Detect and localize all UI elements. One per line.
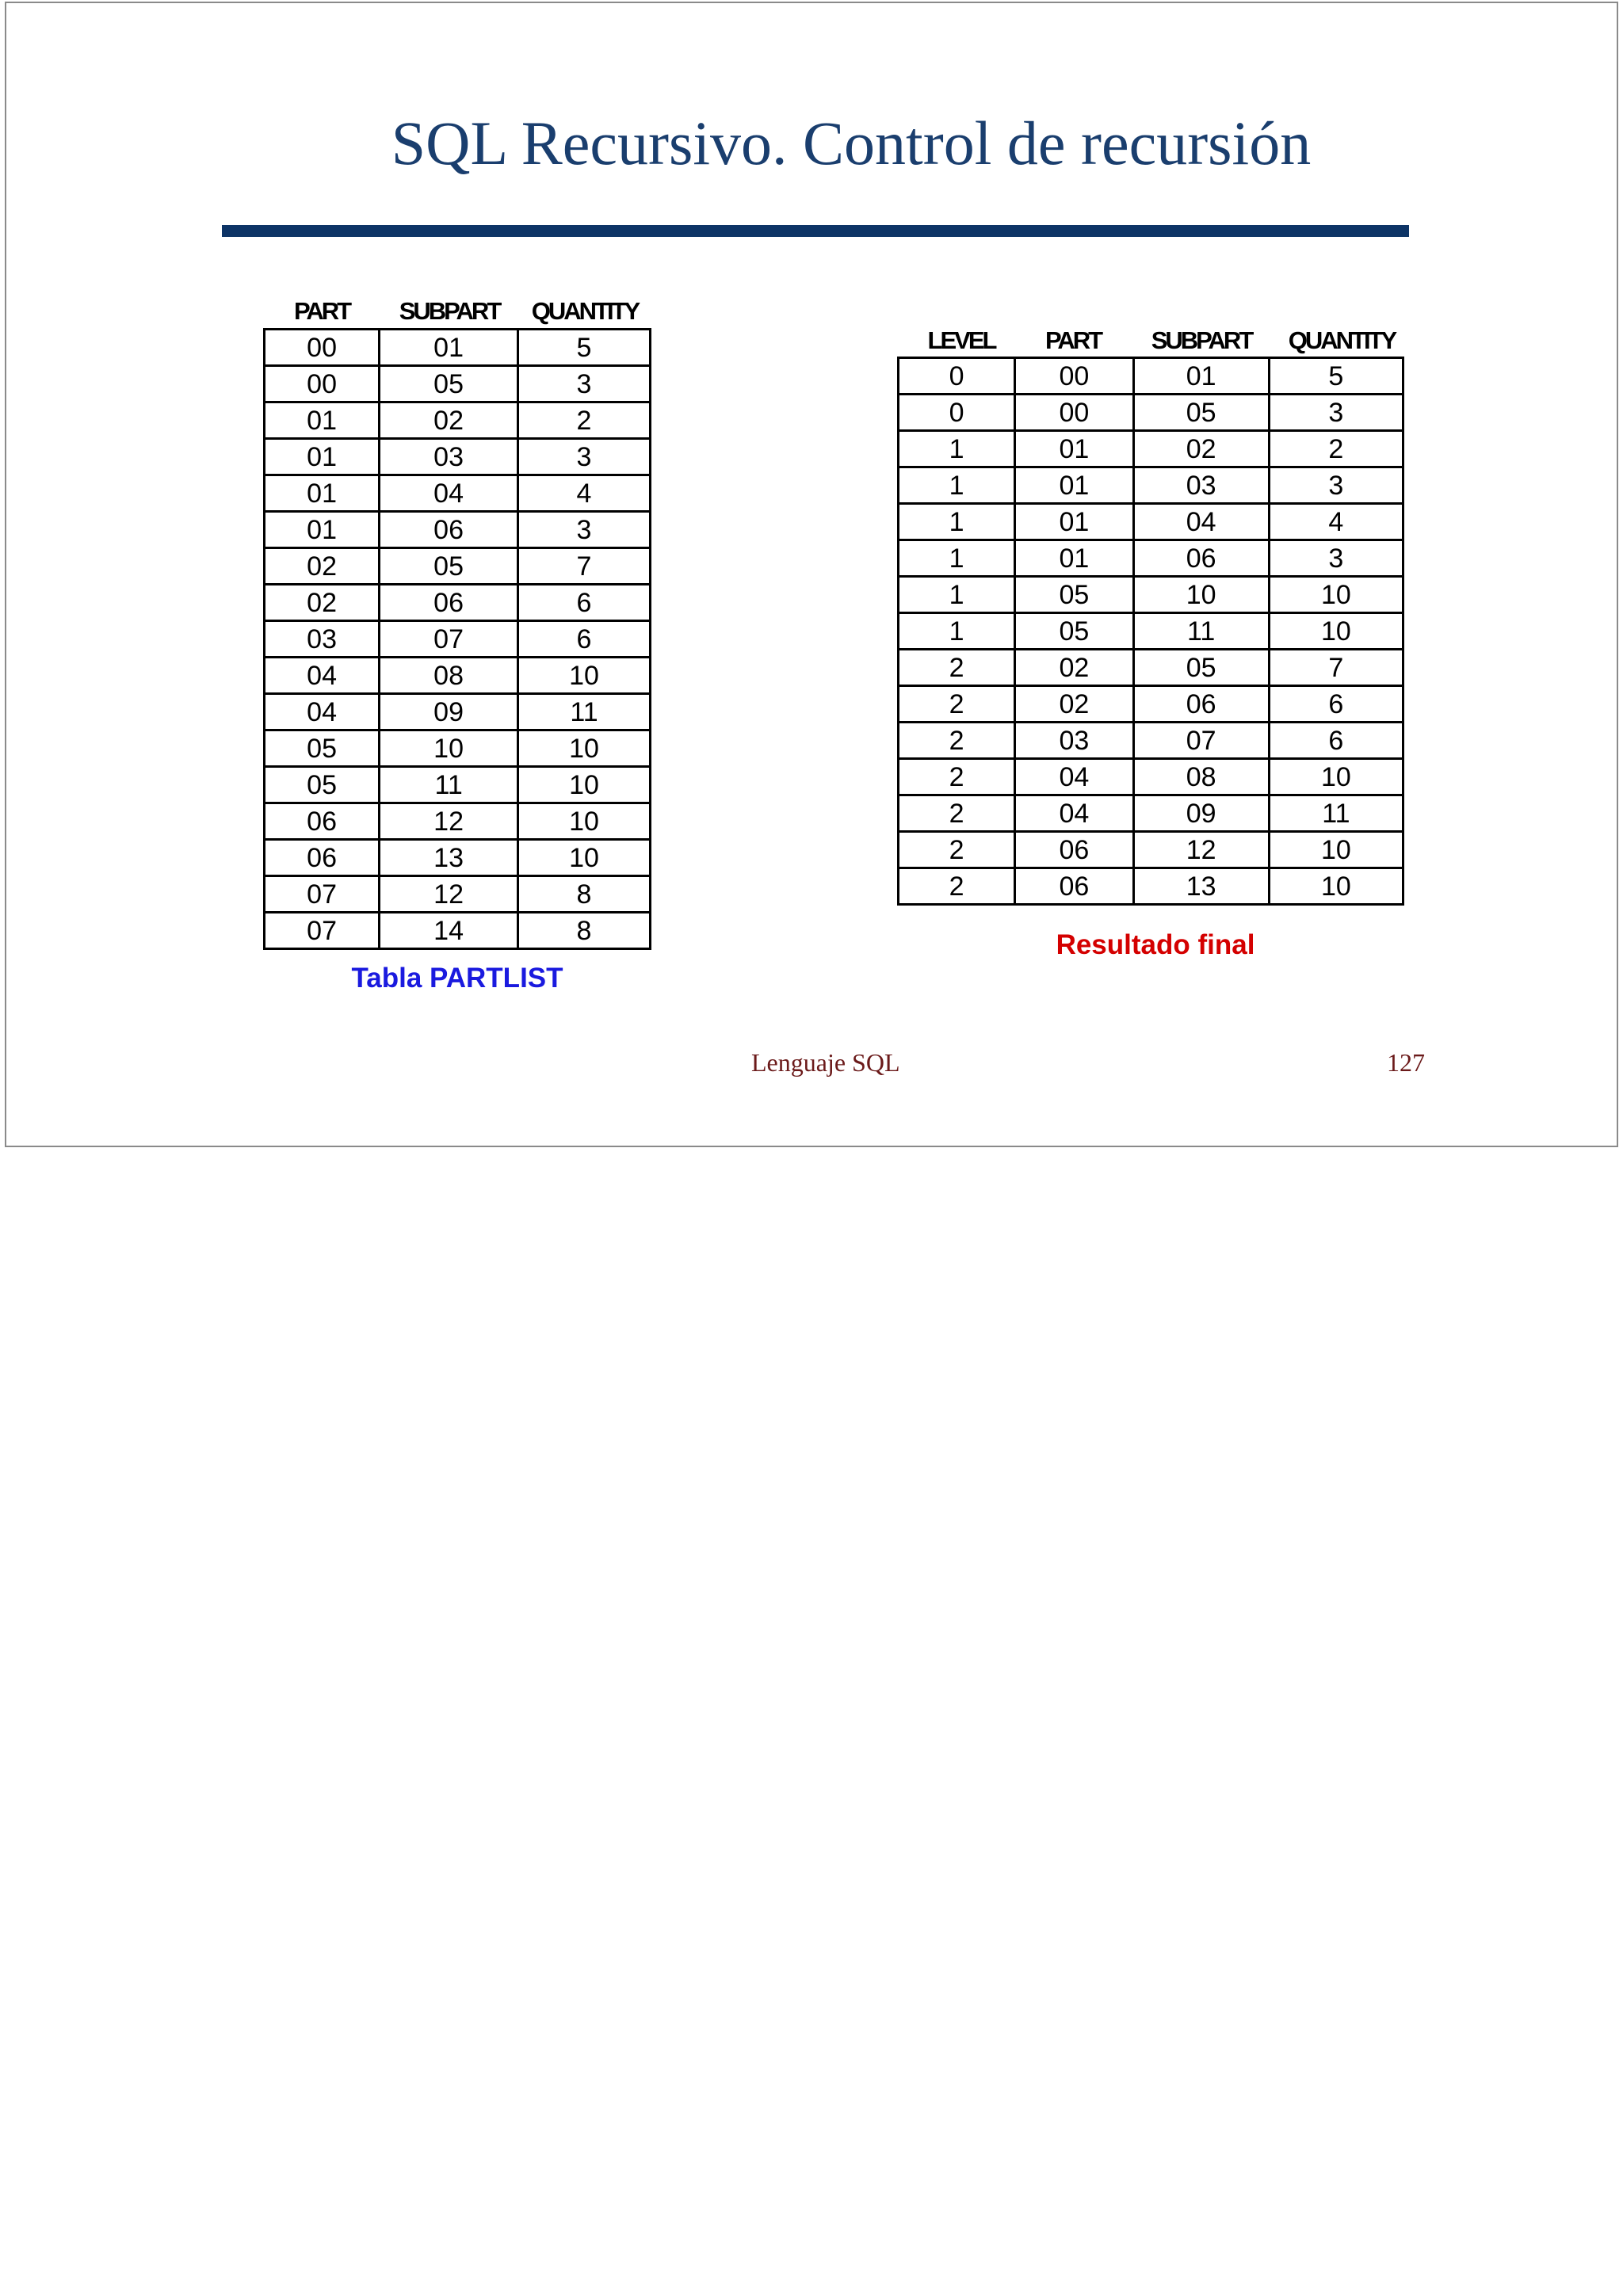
table-cell: 2 (899, 723, 1015, 759)
table-cell: 04 (1015, 759, 1133, 795)
table-cell: 3 (1269, 467, 1403, 504)
table-row (899, 613, 1403, 650)
table-cell: 10 (518, 803, 651, 840)
table-cell: 10 (518, 658, 651, 694)
table-cell: 04 (1015, 795, 1133, 832)
table-cell: 08 (380, 658, 518, 694)
table-cell: 2 (899, 795, 1015, 832)
table-cell: 05 (380, 366, 518, 402)
table-cell: 01 (1015, 540, 1133, 577)
table-cell: 3 (1269, 395, 1403, 431)
table-cell: 11 (1133, 613, 1269, 650)
result-header-part: PART (1044, 326, 1102, 354)
table-cell: 2 (518, 402, 651, 439)
table-cell: 1 (899, 613, 1015, 650)
table-cell: 10 (1269, 613, 1403, 650)
result-header-subpart: SUBPART (1151, 326, 1252, 354)
table-cell: 11 (380, 767, 518, 803)
table-cell: 07 (265, 913, 380, 949)
table-cell: 05 (1133, 395, 1269, 431)
table-cell: 03 (1133, 467, 1269, 504)
table-cell: 6 (518, 585, 651, 621)
table-cell: 12 (380, 803, 518, 840)
table-row (899, 650, 1403, 686)
table-cell: 3 (1269, 540, 1403, 577)
table-row (265, 585, 651, 621)
table-cell: 2 (899, 686, 1015, 723)
table-cell: 5 (518, 330, 651, 366)
table-row (265, 439, 651, 475)
table-cell: 02 (380, 402, 518, 439)
table-cell: 01 (1015, 431, 1133, 467)
table-row (265, 330, 651, 366)
table-cell: 04 (265, 694, 380, 730)
table-cell: 02 (1015, 686, 1133, 723)
table-cell: 10 (1269, 577, 1403, 613)
table-cell: 01 (380, 330, 518, 366)
table-cell: 2 (1269, 431, 1403, 467)
table-row (265, 876, 651, 913)
table-cell: 10 (1269, 868, 1403, 905)
partlist-header-subpart: SUBPART (399, 297, 500, 325)
table-cell: 06 (1015, 832, 1133, 868)
table-cell: 07 (380, 621, 518, 658)
table-cell: 01 (265, 402, 380, 439)
table-cell: 1 (899, 540, 1015, 577)
page-number: 127 (1387, 1048, 1425, 1077)
table-cell: 09 (380, 694, 518, 730)
table-row (899, 577, 1403, 613)
table-row (265, 512, 651, 548)
table-cell: 2 (899, 650, 1015, 686)
table-cell: 01 (1133, 358, 1269, 395)
table-row (265, 621, 651, 658)
table-cell: 11 (518, 694, 651, 730)
table-row (265, 548, 651, 585)
table-cell: 3 (518, 439, 651, 475)
table-row (899, 467, 1403, 504)
table-cell: 7 (518, 548, 651, 585)
table-cell: 12 (1133, 832, 1269, 868)
table-cell: 05 (380, 548, 518, 585)
table-row (899, 395, 1403, 431)
table-row (265, 366, 651, 402)
table-cell: 01 (1015, 467, 1133, 504)
table-cell: 06 (380, 512, 518, 548)
table-cell: 2 (899, 868, 1015, 905)
table-cell: 8 (518, 913, 651, 949)
table-cell: 0 (899, 358, 1015, 395)
table-cell: 05 (1133, 650, 1269, 686)
table-row (899, 795, 1403, 832)
table-row (899, 358, 1403, 395)
table-cell: 6 (518, 621, 651, 658)
table-cell: 13 (1133, 868, 1269, 905)
table-row (265, 767, 651, 803)
table-cell: 1 (899, 431, 1015, 467)
table-cell: 2 (899, 832, 1015, 868)
table-cell: 10 (518, 840, 651, 876)
table-row (899, 504, 1403, 540)
table-row (265, 730, 651, 767)
table-cell: 04 (1133, 504, 1269, 540)
table-cell: 11 (1269, 795, 1403, 832)
table-cell: 02 (265, 548, 380, 585)
partlist-caption: Tabla PARTLIST (351, 963, 563, 994)
table-row (899, 686, 1403, 723)
table-cell: 3 (518, 366, 651, 402)
table-cell: 10 (1269, 832, 1403, 868)
table-cell: 09 (1133, 795, 1269, 832)
table-cell: 06 (265, 803, 380, 840)
table-row (265, 658, 651, 694)
slide (5, 2, 1618, 1147)
table-cell: 02 (1015, 650, 1133, 686)
footer-title: Lenguaje SQL (751, 1048, 900, 1077)
table-cell: 03 (1015, 723, 1133, 759)
table-cell: 03 (380, 439, 518, 475)
table-cell: 06 (1133, 540, 1269, 577)
table-cell: 10 (380, 730, 518, 767)
table-cell: 4 (518, 475, 651, 512)
table-cell: 13 (380, 840, 518, 876)
table-cell: 2 (899, 759, 1015, 795)
table-cell: 7 (1269, 650, 1403, 686)
table-cell: 12 (380, 876, 518, 913)
table-cell: 8 (518, 876, 651, 913)
table-cell: 10 (1133, 577, 1269, 613)
table-cell: 14 (380, 913, 518, 949)
table-cell: 06 (265, 840, 380, 876)
table-cell: 5 (1269, 358, 1403, 395)
table-cell: 01 (265, 512, 380, 548)
table-row (899, 431, 1403, 467)
table-row (265, 402, 651, 439)
table-row (899, 723, 1403, 759)
table-cell: 06 (380, 585, 518, 621)
partlist-table (263, 328, 651, 950)
table-row (265, 475, 651, 512)
table-row (265, 803, 651, 840)
table-cell: 03 (265, 621, 380, 658)
table-cell: 05 (1015, 577, 1133, 613)
table-cell: 6 (1269, 686, 1403, 723)
table-cell: 3 (518, 512, 651, 548)
table-cell: 1 (899, 504, 1015, 540)
table-cell: 1 (899, 467, 1015, 504)
table-cell: 00 (265, 366, 380, 402)
table-cell: 01 (265, 439, 380, 475)
table-cell: 00 (1015, 358, 1133, 395)
result-table (897, 357, 1404, 906)
table-cell: 10 (518, 730, 651, 767)
table-cell: 06 (1015, 868, 1133, 905)
table-cell: 00 (1015, 395, 1133, 431)
table-cell: 07 (1133, 723, 1269, 759)
result-caption: Resultado final (1056, 929, 1255, 960)
result-header-level: LEVEL (927, 326, 995, 354)
table-cell: 08 (1133, 759, 1269, 795)
table-cell: 10 (518, 767, 651, 803)
table-cell: 04 (265, 658, 380, 694)
partlist-header-quantity: QUANTITY (531, 297, 639, 325)
table-row (899, 868, 1403, 905)
table-cell: 4 (1269, 504, 1403, 540)
result-header-quantity: QUANTITY (1288, 326, 1396, 354)
partlist-header-part: PART (293, 297, 350, 325)
table-row (265, 840, 651, 876)
table-cell: 01 (1015, 504, 1133, 540)
page-title: SQL Recursivo. Control de recursión (391, 109, 1312, 177)
title-underline (222, 225, 1409, 237)
table-row (899, 759, 1403, 795)
table-row (899, 832, 1403, 868)
table-cell: 05 (1015, 613, 1133, 650)
table-cell: 6 (1269, 723, 1403, 759)
table-cell: 07 (265, 876, 380, 913)
table-cell: 05 (265, 730, 380, 767)
table-cell: 01 (265, 475, 380, 512)
table-cell: 02 (265, 585, 380, 621)
table-cell: 1 (899, 577, 1015, 613)
table-cell: 02 (1133, 431, 1269, 467)
table-cell: 05 (265, 767, 380, 803)
table-row (899, 540, 1403, 577)
table-row (265, 694, 651, 730)
table-cell: 10 (1269, 759, 1403, 795)
table-cell: 04 (380, 475, 518, 512)
table-row (265, 913, 651, 949)
table-cell: 00 (265, 330, 380, 366)
table-cell: 06 (1133, 686, 1269, 723)
table-cell: 0 (899, 395, 1015, 431)
